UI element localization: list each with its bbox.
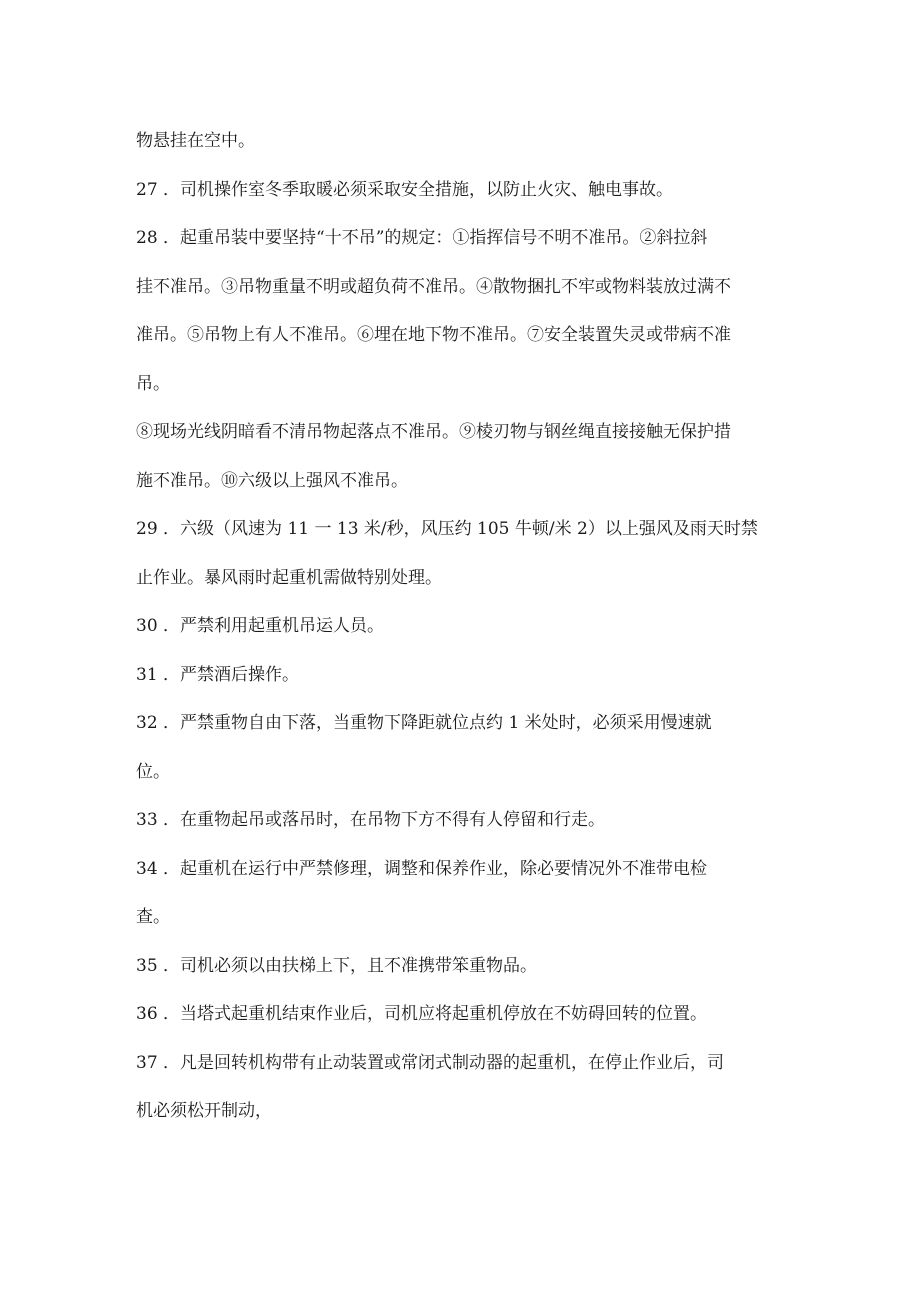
document-body bbox=[136, 117, 788, 1136]
paragraph bbox=[136, 602, 788, 651]
text-line: 33 ．在重物起吊或落吊时，在吊物下方不得有人停留和行走。 bbox=[136, 810, 606, 830]
text-line: 32 ．严禁重物自由下落，当重物下降距就位点约 1 米处时，必须采用慢速就 bbox=[136, 713, 712, 733]
paragraph bbox=[136, 117, 788, 166]
paragraph bbox=[136, 214, 788, 408]
text-line: 30 ．严禁利用起重机吊运人员。 bbox=[136, 616, 385, 636]
paragraph bbox=[136, 651, 788, 700]
paragraph bbox=[136, 942, 788, 991]
text-line: 物悬挂在空中。 bbox=[136, 131, 255, 151]
paragraph bbox=[136, 505, 788, 602]
paragraph bbox=[136, 845, 788, 942]
text-line: 准吊。⑤吊物上有人不准吊。⑥埋在地下物不准吊。⑦安全装置失灵或带病不准 bbox=[136, 325, 731, 345]
text-line: 查。 bbox=[136, 907, 170, 927]
text-line: 27 ．司机操作室冬季取暖必须采取安全措施，以防止火灾、触电事故。 bbox=[136, 179, 674, 200]
text-line: 机必须松开制动， bbox=[136, 1101, 272, 1121]
text-line: 31 ．严禁酒后操作。 bbox=[136, 664, 300, 685]
paragraph bbox=[136, 166, 788, 215]
text-line: 29 ．六级（风速为 11 一 13 米/秒，风压约 105 牛顿/米 2）以上强风及雨天时禁 bbox=[136, 519, 758, 539]
text-line: 37 ．凡是回转机构带有止动装置或常闭式制动器的起重机，在停止作业后，司 bbox=[136, 1052, 725, 1073]
text-line: 34 ．起重机在运行中严禁修理，调整和保养作业，除必要情况外不准带电检 bbox=[136, 858, 708, 879]
text-line: 挂不准吊。③吊物重量不明或超负荷不准吊。④散物捆扎不牢或物料装放过满不 bbox=[136, 276, 731, 297]
text-line: ⑧现场光线阴暗看不清吊物起落点不准吊。⑨棱刃物与钢丝绳直接接触无保护措 bbox=[136, 422, 731, 442]
text-line: 施不准吊。⑩六级以上强风不准吊。 bbox=[136, 470, 408, 491]
text-line: 止作业。暴风雨时起重机需做特别处理。 bbox=[136, 567, 442, 588]
paragraph bbox=[136, 408, 788, 505]
paragraph bbox=[136, 699, 788, 796]
text-line: 吊。 bbox=[136, 373, 170, 394]
paragraph bbox=[136, 990, 788, 1039]
paragraph bbox=[136, 1039, 788, 1136]
text-line: 35 ．司机必须以由扶梯上下，且不准携带笨重物品。 bbox=[136, 955, 538, 976]
text-line: 位。 bbox=[136, 761, 170, 782]
text-line: 36 ．当塔式起重机结束作业后，司机应将起重机停放在不妨碍回转的位置。 bbox=[136, 1004, 708, 1024]
text-line: 28 ．起重吊装中要坚持“十不吊”的规定：①指挥信号不明不准吊。②斜拉斜 bbox=[136, 228, 708, 248]
paragraph bbox=[136, 796, 788, 845]
